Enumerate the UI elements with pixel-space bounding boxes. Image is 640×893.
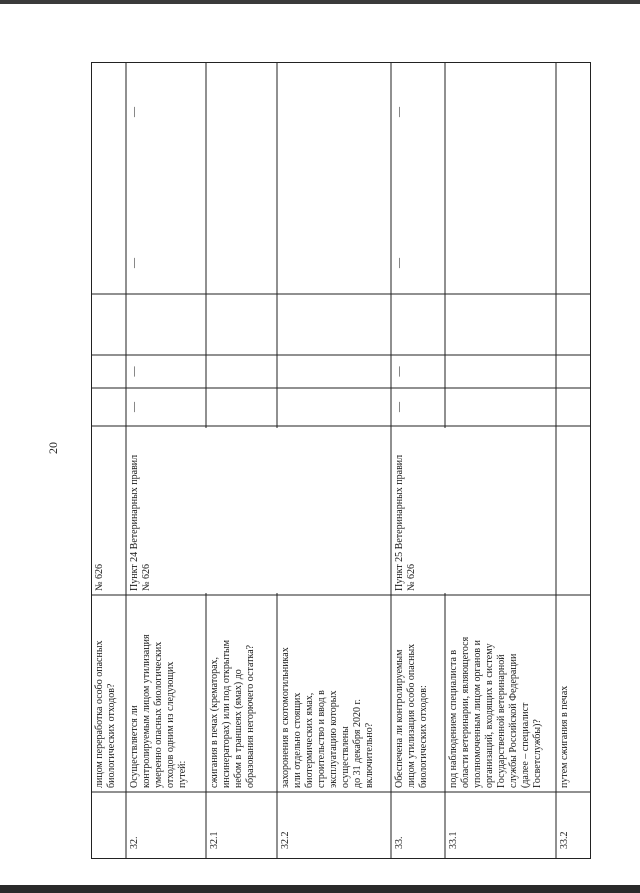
- row-question-text: лицом переработка особо опасных биологических отходов?: [94, 640, 117, 788]
- row-basis: [209, 430, 274, 591]
- row-question: [129, 599, 203, 788]
- row-mark: [448, 359, 553, 384]
- scan-edge-top: [0, 0, 640, 4]
- row-mark: [209, 236, 274, 290]
- row-mark: [448, 392, 553, 422]
- row-number-text: 33.: [394, 836, 405, 849]
- row-mark: [394, 166, 418, 228]
- row-question: [94, 599, 123, 788]
- row-basis: [448, 430, 553, 591]
- row-mark: [559, 236, 588, 290]
- row-number-text: 33.2: [559, 831, 570, 849]
- row-number: [129, 790, 203, 855]
- row-mark: [280, 236, 388, 290]
- row-mark: [280, 298, 388, 351]
- row-mark: [209, 298, 274, 351]
- row-mark: [448, 236, 553, 290]
- row-number-text: 33.1: [448, 831, 459, 849]
- row-question-text: Осуществляется ли контролируемым лицом утилизация умеренно опасных биологических отходов одним из следующих путей:: [129, 634, 188, 788]
- row-mark: [209, 66, 274, 158]
- row-mark: [394, 66, 418, 158]
- row-mark: [94, 298, 123, 351]
- row-mark: [394, 236, 418, 290]
- row-mark: [280, 66, 388, 158]
- row-question: [448, 599, 553, 788]
- row-number-text: 32.1: [209, 831, 220, 849]
- row-mark: [280, 166, 388, 228]
- row-basis: [559, 430, 588, 591]
- row-number: [394, 790, 442, 855]
- row-question-text: сжигания в печах (крематорах, инсинераторах) или под открытым небом в траншеях (ямах) до образования негорючего остатка?: [209, 639, 256, 788]
- row-mark: [394, 359, 418, 384]
- row-question: [394, 599, 442, 788]
- row-mark: [448, 298, 553, 351]
- row-mark: [280, 392, 388, 422]
- row-mark: [94, 66, 123, 158]
- row-mark: [559, 359, 588, 384]
- row-mark-text: —: [394, 258, 405, 268]
- row-number: [559, 790, 588, 855]
- row-mark-text: —: [394, 366, 405, 377]
- row-mark: [559, 166, 588, 228]
- row-question-text: под наблюдением специалиста в области ветеринарии, являющегося уполномоченным лицом органов и организаций, входящих в систему Государственной ветеринарной службы Российской Федерации (далее – специалист Госветслужбы)?: [448, 636, 543, 788]
- row-mark: [129, 236, 153, 290]
- row-mark: [94, 236, 123, 290]
- row-mark: [209, 359, 274, 384]
- row-mark-text: —: [129, 107, 140, 117]
- row-number: [209, 790, 274, 855]
- row-mark: [129, 359, 153, 384]
- row-number-text: 32.: [129, 836, 140, 849]
- row-mark: [448, 166, 553, 228]
- row-basis-text: № 626: [94, 563, 105, 591]
- row-mark: [559, 298, 588, 351]
- row-number: [448, 790, 553, 855]
- row-mark: [280, 359, 388, 384]
- row-question-text: захоронения в скотомогильниках или отдельно стоящих биотермических ямах, строительство и ввод в эксплуатацию которых осуществлены до 31 декабря 2020 г. включительно?: [280, 647, 375, 788]
- row-basis: [280, 430, 388, 591]
- scan-edge-bottom: [0, 885, 640, 893]
- row-number: [94, 790, 123, 855]
- row-mark: [94, 392, 123, 422]
- row-mark-text: —: [394, 402, 405, 412]
- row-mark: [209, 392, 274, 422]
- row-mark: [129, 392, 153, 422]
- row-question-text: Обеспечена ли контролируемым лицом утилизация особо опасных биологических отходов:: [394, 643, 429, 788]
- row-number: [280, 790, 388, 855]
- row-basis: [94, 430, 123, 591]
- row-mark: [129, 298, 153, 351]
- row-number-text: 32.2: [280, 831, 291, 849]
- row-question-text: путем сжигания в печах: [559, 685, 570, 788]
- row-mark: [559, 392, 588, 422]
- row-mark: [129, 66, 153, 158]
- row-mark: [209, 166, 274, 228]
- row-mark: [394, 392, 418, 422]
- row-mark-text: —: [129, 258, 140, 268]
- row-mark-text: —: [129, 366, 140, 377]
- row-basis-text: Пункт 25 Ветеринарных правил № 626: [394, 454, 417, 591]
- row-question: [209, 599, 274, 788]
- row-mark: [448, 66, 553, 158]
- row-mark: [94, 359, 123, 384]
- row-mark: [129, 166, 153, 228]
- row-question: [559, 599, 588, 788]
- page-number: 20: [46, 442, 60, 454]
- row-basis-text: Пункт 24 Ветеринарных правил № 626: [129, 454, 152, 591]
- row-question: [280, 599, 388, 788]
- row-mark: [559, 66, 588, 158]
- row-mark: [94, 166, 123, 228]
- row-mark-text: —: [129, 402, 140, 412]
- row-mark-text: —: [394, 107, 405, 117]
- row-mark: [394, 298, 418, 351]
